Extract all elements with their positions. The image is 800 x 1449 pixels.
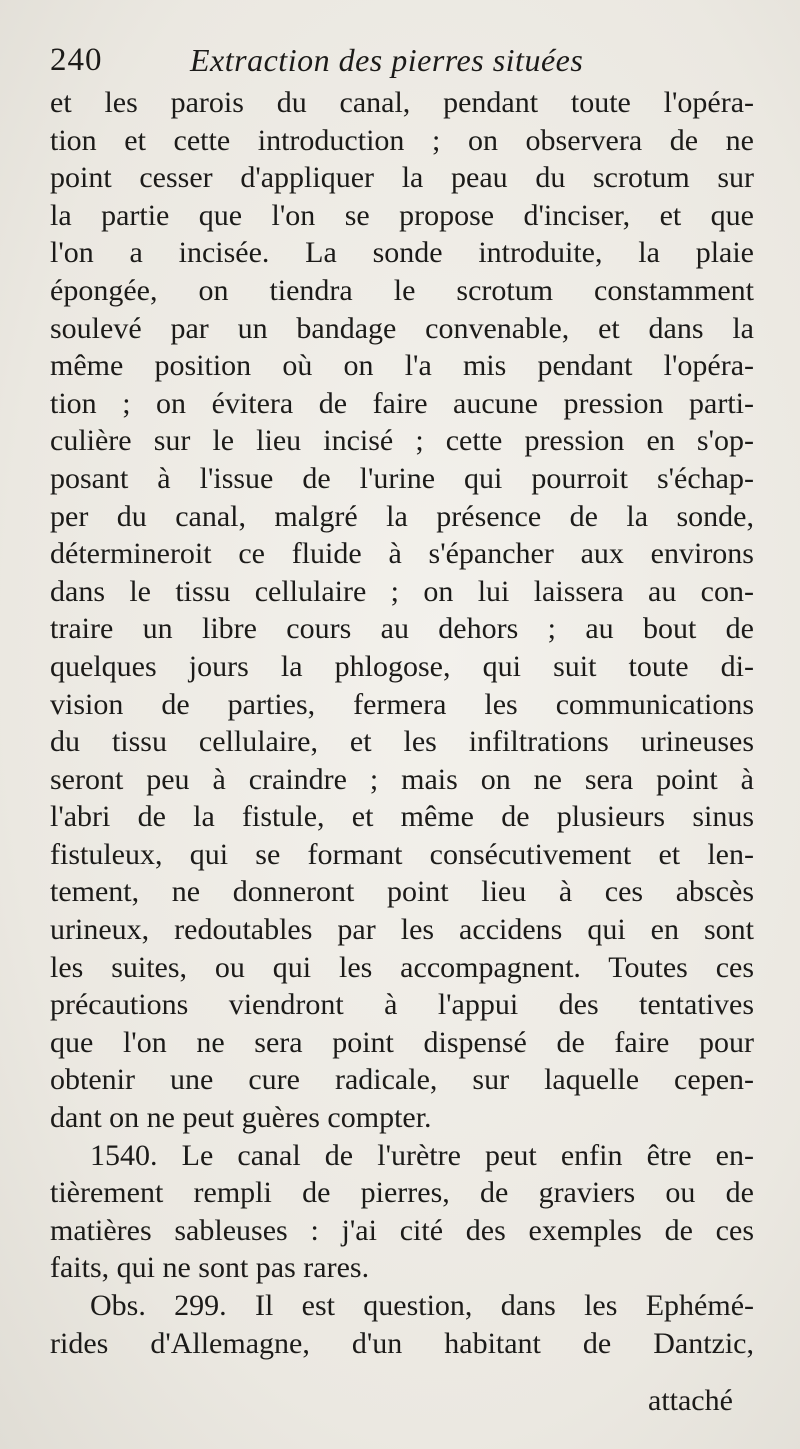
text-line: précautions viendront à l'appui des tentatives [50, 988, 754, 1022]
text-line: posant à l'issue de l'urine qui pourroit s'échap- [50, 461, 754, 495]
text-line: urineux, redoutables par les accidens qui en sont [50, 913, 754, 947]
text-line: tement, ne donneront point lieu à ces abscès [50, 875, 754, 909]
text-line: l'abri de la fistule, et même de plusieurs sinus [50, 800, 754, 834]
text-line: tion et cette introduction ; on observera de ne [50, 123, 754, 157]
text-line: dans le tissu cellulaire ; on lui laissera au con- [50, 574, 754, 608]
text-line: culière sur le lieu incisé ; cette pression en s'op- [50, 424, 754, 458]
text-line: 1540. Le canal de l'urètre peut enfin être en- [90, 1138, 754, 1172]
page-header [50, 40, 750, 90]
text-line: rides d'Allemagne, d'un habitant de Dantzic, [50, 1326, 754, 1360]
text-line: du tissu cellulaire, et les infiltrations urineuses [50, 725, 754, 759]
page-number: 240 [50, 42, 103, 78]
text-line: seront peu à craindre ; mais on ne sera point à [50, 762, 754, 796]
text-line: per du canal, malgré la présence de la sonde, [50, 499, 754, 533]
text-line: matières sableuses : j'ai cité des exemples de ces [50, 1213, 754, 1247]
text-line: tion ; on évitera de faire aucune pression parti- [50, 386, 754, 420]
text-line: fistuleux, qui se formant consécutivement et len- [50, 837, 754, 871]
body-text [50, 84, 754, 1362]
text-line: faits, qui ne sont pas rares. [50, 1251, 370, 1285]
text-line: soulevé par un bandage convenable, et dans la [50, 311, 754, 345]
text-line: traire un libre cours au dehors ; au bout de [50, 612, 754, 646]
text-line: épongée, on tiendra le scrotum constamment [50, 273, 754, 307]
text-line: même position où on l'a mis pendant l'opéra- [50, 349, 754, 383]
text-line: la partie que l'on se propose d'inciser, et que [50, 198, 754, 232]
text-line: obtenir une cure radicale, sur laquelle cepen- [50, 1063, 754, 1097]
text-line: détermineroit ce fluide à s'épancher aux environs [50, 537, 754, 571]
text-line: les suites, ou qui les accompagnent. Toutes ces [50, 950, 754, 984]
text-line: vision de parties, fermera les communications [50, 687, 754, 721]
text-line: point cesser d'appliquer la peau du scrotum sur [50, 161, 754, 195]
text-line: l'on a incisée. La sonde introduite, la plaie [50, 236, 754, 270]
text-line: que l'on ne sera point dispensé de faire pour [50, 1025, 754, 1059]
text-line: Obs. 299. Il est question, dans les Ephémé- [90, 1289, 754, 1322]
text-line: tièrement rempli de pierres, de graviers ou de [50, 1176, 754, 1210]
text-line: et les parois du canal, pendant toute l'opéra- [50, 86, 754, 119]
catchword: attaché [648, 1384, 733, 1417]
text-line: quelques jours la phlogose, qui suit toute di- [50, 649, 754, 683]
running-title: Extraction des pierres situées [190, 42, 584, 78]
text-line: dant on ne peut guères compter. [50, 1101, 432, 1135]
